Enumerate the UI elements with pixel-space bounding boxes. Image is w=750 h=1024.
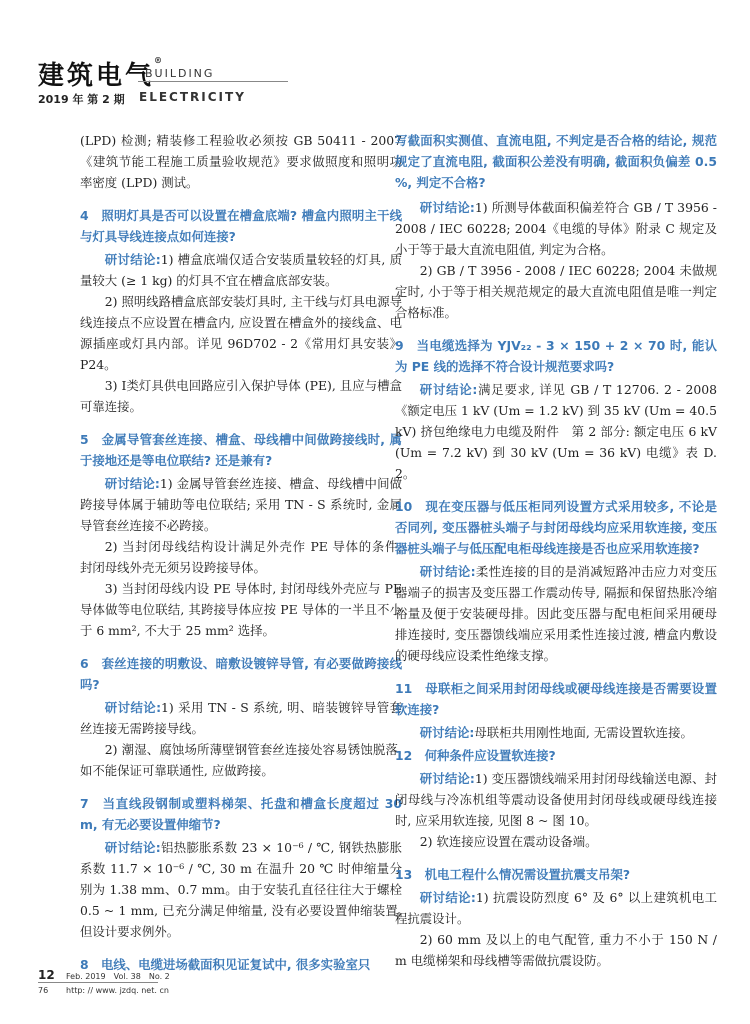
paragraph: 2) 60 mm 及以上的电气配管, 重力不小于 150 N / m 电缆梯架和母线槽等需做抗震设防。 xyxy=(395,932,717,968)
page-number: 12 xyxy=(38,968,55,982)
footer-issue-meta: Feb. 2019 Vol. 38 No. 2 xyxy=(66,972,170,981)
journal-header xyxy=(38,55,718,110)
paragraph: 2) GB / T 3956 - 2008 / IEC 60228; 2004 未做规定时, 小于等于相关规范规定的最大直流电阻值是唯一判定合格标准。 xyxy=(395,263,717,320)
right-column xyxy=(395,130,717,971)
paragraph: 研讨结论:1) 变压器馈线端采用封闭母线输送电源、封闭母线与冷冻机组等震动设备使用封闭母线或硬母线连接时, 应采用软连接, 见图 8 ~ 图 10。 xyxy=(395,771,717,828)
journal-url[interactable]: http: // www. jzdq. net. cn xyxy=(66,986,169,995)
footer-rule xyxy=(38,982,158,983)
paragraph: 3) Ⅰ类灯具供电回路应引入保护导体 (PE), 且应与槽盒可靠连接。 xyxy=(80,378,402,414)
paragraph: 研讨结论:铝热膨胀系数 23 × 10⁻⁶ / ℃, 钢铁热膨胀系数 11.7 × 10⁻⁶ / ℃, 30 m 在温升 20 ℃ 时伸缩量分别为 1.38 mm、0.7 mm。由于安装孔直径往往大于螺栓 0.5 ~ 1 mm, 已充分满足伸缩量, 没有必要设置伸缩装置, 但设计要求例外。 xyxy=(80,840,402,939)
section-heading-7: 7 当直线段钢制或塑料梯架、托盘和槽盒长度超过 30 m, 有无必要设置伸缩节? xyxy=(80,796,402,832)
journal-title-en-2: ELECTRICITY xyxy=(139,90,246,104)
paragraph: 研讨结论:1) 金属导管套丝连接、槽盒、母线槽中间做跨接导体属于辅助等电位联结; 采用 TN - S 系统时, 金属导管套丝连接不必跨接。 xyxy=(80,476,402,533)
section-heading-9: 9 当电缆选择为 YJV₂₂ - 3 × 150 + 2 × 70 时, 能认为 PE 线的选择不符合设计规范要求吗? xyxy=(395,338,717,374)
journal-logo: 建筑电气® xyxy=(38,55,166,91)
paragraph: 研讨结论:1) 采用 TN - S 系统, 明、暗装镀锌导管套丝连接无需跨接导线。 xyxy=(80,700,402,736)
paragraph: 研讨结论:满足要求, 详见 GB / T 12706. 2 - 2008《额定电压 1 kV (Um = 1.2 kV) 到 35 kV (Um = 40.5 kV) 挤包绝缘电力电缆及附件 第 2 部分: 额定电压 6 kV (Um = 7.2 kV) 到 30 kV (Um = 36 kV) 电缆》表 D. 2。 xyxy=(395,382,717,481)
left-column xyxy=(80,130,402,977)
paragraph: 研讨结论:1) 抗震设防烈度 6° 及 6° 以上建筑机电工程抗震设计。 xyxy=(395,890,717,926)
header-rule xyxy=(138,81,288,82)
section-heading-8: 8 电线、电缆进场截面积见证复试中, 很多实验室只 xyxy=(80,957,371,972)
paragraph: 2) 当封闭母线结构设计满足外壳作 PE 导体的条件, 封闭母线外壳无须另设跨接导体。 xyxy=(80,539,402,575)
journal-title-en-1: BUILDING xyxy=(145,67,215,80)
paragraph: 2) 潮湿、腐蚀场所薄壁钢管套丝连接处容易锈蚀脱落, 如不能保证可靠联通性, 应做跨接。 xyxy=(80,742,402,778)
section-heading-10: 10 现在变压器与低压柜同列设置方式采用较多, 不论是否同列, 变压器桩头端子与封闭母线均应采用软连接, 变压器桩头端子与低压配电柜母线连接是否也应采用软连接? xyxy=(395,499,717,556)
issue-label: 2019 年 第 2 期 xyxy=(38,93,125,106)
section-heading-6: 6 套丝连接的明敷设、暗敷设镀锌导管, 有必要做跨接线吗? xyxy=(80,656,402,692)
paragraph: 研讨结论:母联柜共用刚性地面, 无需设置软连接。 xyxy=(419,725,693,740)
section-heading-5: 5 金属导管套丝连接、槽盒、母线槽中间做跨接线时, 属于接地还是等电位联结? 还是兼有? xyxy=(80,432,402,468)
paragraph: 研讨结论:1) 所测导体截面积偏差符合 GB / T 3956 - 2008 / IEC 60228; 2004《电缆的导体》附录 C 规定及小于等于最大直流电阻值, 判定为合格。 xyxy=(395,200,717,257)
section-heading-8-continued: 写截面积实测值、直流电阻, 不判定是否合格的结论, 规范规定了直流电阻, 截面积公差没有明确, 截面积负偏差 0.5 %, 判定不合格? xyxy=(395,133,717,190)
section-heading-12: 12 何种条件应设置软连接? xyxy=(395,748,556,763)
paragraph: 研讨结论:1) 槽盒底端仅适合安装质量较轻的灯具, 质量较大 (≥ 1 kg) 的灯具不宜在槽盒底部安装。 xyxy=(80,252,402,288)
section-heading-11: 11 母联柜之间采用封闭母线或硬母线连接是否需要设置软连接? xyxy=(395,681,717,717)
section-heading-13: 13 机电工程什么情况需设置抗震支吊架? xyxy=(395,867,631,882)
page-footer xyxy=(38,968,338,1008)
paragraph: 2) 软连接应设置在震动设备端。 xyxy=(419,834,598,849)
paragraph: 2) 照明线路槽盒底部安装灯具时, 主干线与灯具电源导线连接点不应设置在槽盒内, 应设置在槽盒外的接线盒、电源插座或灯具内部。详见 96D702 - 2《常用灯具安装》P24。 xyxy=(80,294,402,372)
paragraph: 3) 当封闭母线内设 PE 导体时, 封闭母线外壳应与 PE 导体做等电位联结, 其跨接导体应按 PE 导体的一半且不小于 6 mm², 不大于 25 mm² 选择。 xyxy=(80,581,402,638)
paragraph: 研讨结论:柔性连接的目的是消减短路冲击应力对变压器端子的损害及变压器工作震动传导, 隔振和保留热胀冷缩裕量及便于安装硬母排。因此变压器与配电柜间采用硬母排连接时, 变压器馈线端应采用柔性连接过渡, 槽盒内敷设的硬母线应设柔性绝缘支撑。 xyxy=(395,564,717,663)
paragraph: (LPD) 检测; 精装修工程验收必须按 GB 50411 - 2007《建筑节能工程施工质量验收规范》要求做照度和照明功率密度 (LPD) 测试。 xyxy=(80,133,402,190)
page-number-secondary: 76 xyxy=(38,986,49,995)
section-heading-4: 4 照明灯具是否可以设置在槽盒底端? 槽盒内照明主干线与灯具导线连接点如何连接? xyxy=(80,208,402,244)
